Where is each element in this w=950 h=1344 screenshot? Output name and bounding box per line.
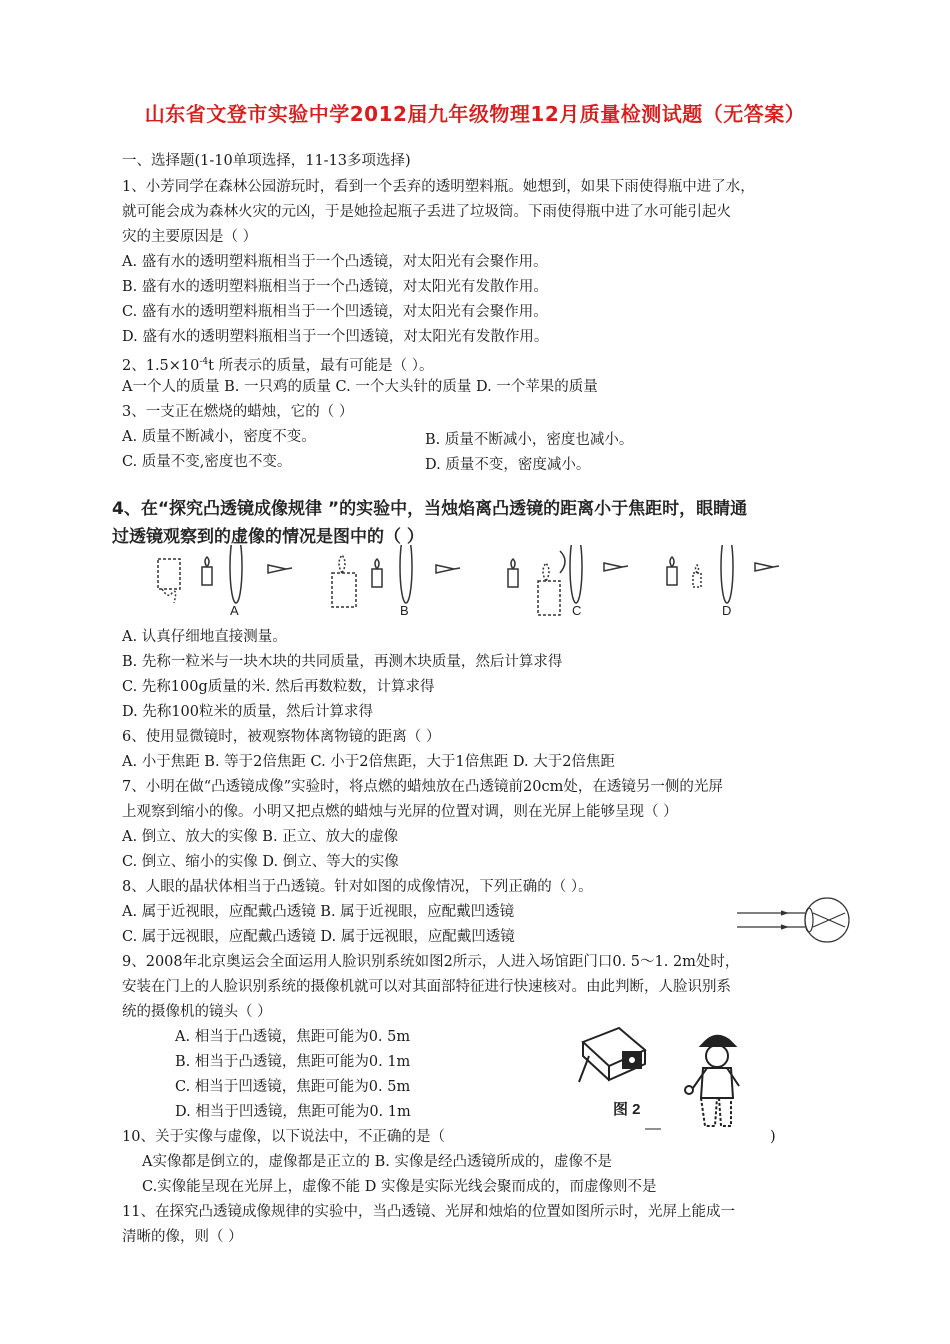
- q4-stem-line2: 过透镜观察到的虚像的情况是图中的（ ）: [112, 527, 424, 547]
- q7-options-cd: C. 倒立、缩小的实像 D. 倒立、等大的实像: [122, 854, 399, 870]
- q5-option-a: A. 认真仔细地直接测量。: [122, 629, 287, 645]
- q9-figure-label: 图 2: [613, 1101, 641, 1118]
- q2-stem: [122, 353, 433, 375]
- q5-option-b: B. 先称一粒米与一块木块的共同质量，再测木块质量，然后计算求得: [122, 654, 563, 670]
- q1-option-b: B. 盛有水的透明塑料瓶相当于一个凸透镜，对太阳光有发散作用。: [122, 279, 548, 295]
- q10-options-line2: C.实像能呈现在光屏上，虚像不能 D 实像是实际光线会聚而成的，而虚像则不是: [142, 1179, 657, 1195]
- q9-option-d: D. 相当于凹透镜，焦距可能为0. 1m: [175, 1104, 411, 1120]
- q3-option-b: B. 质量不断减小，密度也减小。: [425, 432, 634, 448]
- q4-panel-a: [158, 545, 292, 603]
- q3-stem: 3、一支正在燃烧的蜡烛，它的（ ）: [122, 404, 354, 420]
- q10-stem: 10、关于实像与虚像，以下说法中，不正确的是（: [122, 1129, 445, 1145]
- q2-stem-part-b: t 所表示的质量，最有可能是（ ）。: [208, 357, 434, 374]
- q9-camera-figure: [575, 1022, 765, 1132]
- q11-stem-line1: 11、在探究凸透镜成像规律的实验中，当凸透镜、光屏和烛焰的位置如图所示时，光屏上能成一: [122, 1204, 735, 1220]
- q8-options-cd: C. 属于远视眼，应配戴凸透镜 D. 属于远视眼，应配戴凹透镜: [122, 929, 515, 945]
- q1-option-c: C. 盛有水的透明塑料瓶相当于一个凹透镜，对太阳光有会聚作用。: [122, 304, 548, 320]
- q5-option-d: D. 先称100粒米的质量，然后计算求得: [122, 704, 374, 720]
- q11-stem-line2: 清晰的像，则（ ）: [122, 1229, 243, 1245]
- q7-stem-line2: 上观察到缩小的像。小明又把点燃的蜡烛与光屏的位置对调，则在光屏上能够呈现（ ）: [122, 804, 678, 820]
- q9-stem-line1: 9、2008年北京奥运会全面运用人脸识别系统如图2所示，人进入场馆距门口0. 5～1. 2m处时，: [122, 954, 740, 970]
- q4-label-d: D: [722, 603, 732, 618]
- q8-options-ab: A. 属于近视眼，应配戴凸透镜 B. 属于近视眼，应配戴凹透镜: [122, 904, 515, 920]
- q8-stem: 8、人眼的晶状体相当于凸透镜。针对如图的成像情况，下列正确的（ ）。: [122, 879, 593, 895]
- q3-option-d: D. 质量不变，密度减小。: [425, 457, 591, 473]
- person-figure: [685, 1036, 739, 1126]
- q1-stem-line3: 灾的主要原因是（ ）: [122, 229, 258, 245]
- q9-option-c: C. 相当于凹透镜，焦距可能为0. 5m: [175, 1079, 411, 1095]
- q3-option-a: A. 质量不断减小，密度不变。: [122, 429, 316, 445]
- q10-options-line1: A实像都是倒立的，虚像都是正立的 B. 实像是经凸透镜所成的，虚像不是: [142, 1154, 612, 1170]
- q6-stem: 6、使用显微镜时，被观察物体离物镜的距离（ ）: [122, 729, 441, 745]
- q9-option-b: B. 相当于凸透镜，焦距可能为0. 1m: [175, 1054, 411, 1070]
- q2-stem-part-a: 2、1.5×10: [122, 357, 200, 374]
- q8-eye-figure: [735, 895, 855, 947]
- q4-lens-figure: [150, 545, 800, 623]
- document-title: 山东省文登市实验中学2012届九年级物理12月质量检测试题（无答案）: [144, 102, 806, 126]
- q4-label-a: A: [230, 603, 239, 618]
- q7-options-ab: A. 倒立、放大的实像 B. 正立、放大的虚像: [122, 829, 399, 845]
- q1-stem-line1: 1、小芳同学在森林公园游玩时，看到一个丢弃的透明塑料瓶。她想到，如果下雨使得瓶中进了水，: [122, 179, 755, 195]
- q2-options: A一个人的质量 B. 一只鸡的质量 C. 一个大头针的质量 D. 一个苹果的质量: [122, 379, 598, 395]
- q9-stem-line3: 统的摄像机的镜头（ ）: [122, 1004, 272, 1020]
- q10-stem-end: ): [770, 1129, 776, 1145]
- q4-panel-c: [508, 545, 628, 615]
- q4-stem-line1: 4、在“探究凸透镜成像规律 ”的实验中，当烛焰离凸透镜的距离小于焦距时，眼睛通: [112, 499, 748, 519]
- q1-option-a: A. 盛有水的透明塑料瓶相当于一个凸透镜，对太阳光有会聚作用。: [122, 254, 548, 270]
- q1-stem-line2: 就可能会成为森林火灾的元凶，于是她捡起瓶子丢进了垃圾筒。下雨使得瓶中进了水可能引起火: [122, 204, 731, 220]
- q9-stem-line2: 安装在门上的人脸识别系统的摄像机就可以对其面部特征进行快速核对。由此判断，人脸识别系: [122, 979, 731, 995]
- q9-option-a: A. 相当于凸透镜，焦距可能为0. 5m: [175, 1029, 411, 1045]
- q4-label-c: C: [572, 603, 582, 618]
- q7-stem-line1: 7、小明在做“凸透镜成像”实验时，将点燃的蜡烛放在凸透镜前20cm处，在透镜另一侧的光屏: [122, 779, 723, 795]
- q5-option-c: C. 先称100g质量的米. 然后再数粒数，计算求得: [122, 679, 435, 695]
- q1-option-d: D. 盛有水的透明塑料瓶相当于一个凹透镜，对太阳光有发散作用。: [122, 329, 549, 345]
- camera-icon: [579, 1028, 645, 1082]
- q6-options: A. 小于焦距 B. 等于2倍焦距 C. 小于2倍焦距，大于1倍焦距 D. 大于2倍焦距: [122, 754, 615, 770]
- q4-panel-b: [332, 545, 460, 607]
- section-heading: 一、选择题(1-10单项选择，11-13多项选择): [122, 153, 411, 169]
- q2-exponent: -4: [199, 357, 209, 367]
- q3-option-c: C. 质量不变,密度也不变。: [122, 454, 292, 470]
- q4-label-b: B: [400, 603, 409, 618]
- q4-panel-d: [667, 545, 779, 603]
